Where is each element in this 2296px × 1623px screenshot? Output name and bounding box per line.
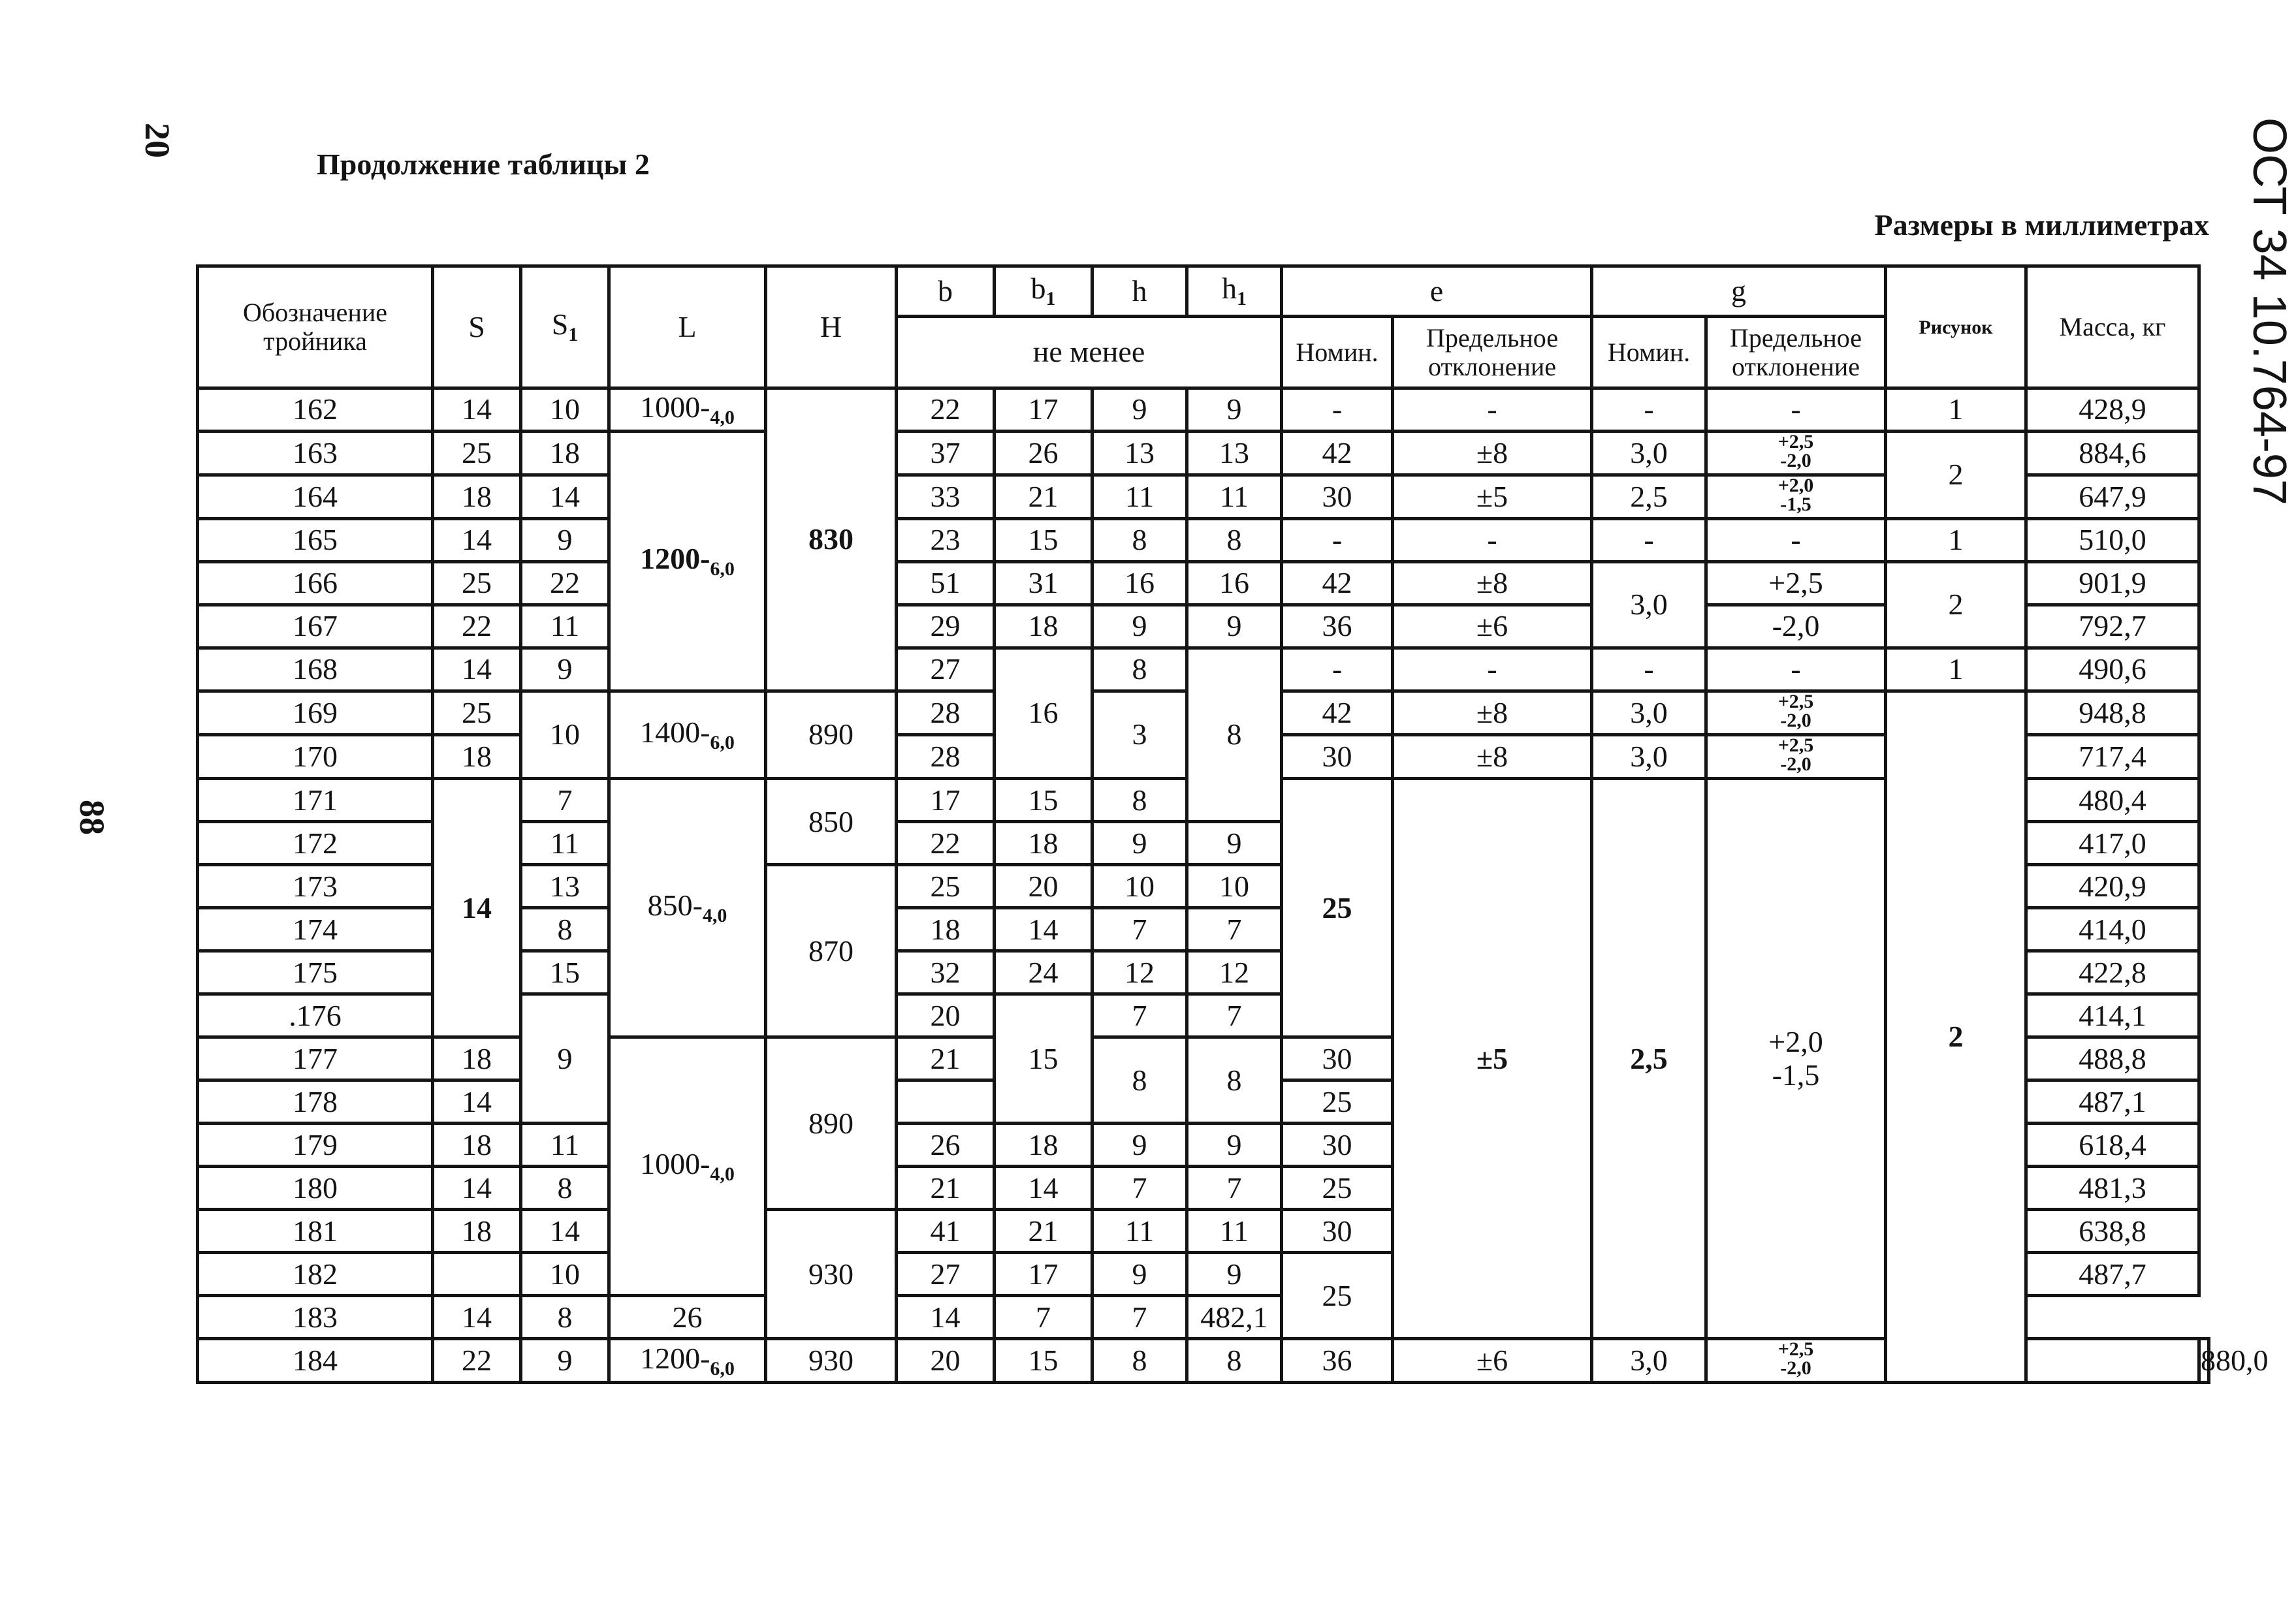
cell-g-deviation: +2,5 -2,0: [1706, 1339, 1886, 1383]
cell-h: 7: [1092, 994, 1187, 1037]
cell-s: 25: [433, 562, 521, 605]
cell-b1: 16: [995, 648, 1092, 779]
cell-b: [897, 1080, 995, 1124]
cell-h1: 8: [1187, 648, 1282, 822]
cell-b: 22: [897, 822, 995, 865]
cell-e-deviation: -: [1393, 648, 1592, 691]
cell-figure: 1: [1886, 519, 2026, 562]
cell-s1: 18: [521, 432, 609, 475]
cell-b: 20: [897, 994, 995, 1037]
cell-designation: 173: [198, 865, 433, 908]
header-mass: Масса, кг: [2026, 266, 2199, 388]
cell-designation: 168: [198, 648, 433, 691]
cell-h-height: 890: [766, 1037, 897, 1210]
cell-figure: 2: [1886, 562, 2026, 648]
cell-figure: 2: [1886, 432, 2026, 519]
header-h1: $h_1$: [1187, 266, 1282, 317]
cell-mass: 490,6: [2026, 648, 2199, 691]
cell-g-deviation: +2,5: [1706, 562, 1886, 605]
cell-s1: 15: [521, 951, 609, 994]
header-b1: $b_1$: [995, 266, 1092, 317]
cell-mass: 414,0: [2026, 908, 2199, 951]
cell-l: $1200-_{6,0}$: [609, 432, 766, 691]
cell-mass: 647,9: [2026, 475, 2199, 519]
cell-h: 13: [1092, 432, 1187, 475]
cell-e-nominal: 30: [1282, 1210, 1393, 1253]
cell-b: 21: [897, 1167, 995, 1210]
cell-g-nominal: -: [1592, 519, 1706, 562]
cell-s1: 9: [521, 519, 609, 562]
header-g: g: [1592, 266, 1886, 317]
cell-s: 18: [433, 1124, 521, 1167]
cell-h1: 7: [1092, 1296, 1187, 1339]
cell-mass: 428,9: [2026, 388, 2199, 432]
cell-b1: 15: [995, 1339, 1092, 1383]
cell-h: 9: [1092, 605, 1187, 648]
cell-b: 33: [897, 475, 995, 519]
cell-e-deviation: ±5: [1393, 779, 1592, 1339]
cell-e-nominal: 36: [1282, 605, 1393, 648]
cell-designation: 164: [198, 475, 433, 519]
cell-designation: 169: [198, 691, 433, 735]
cell-h-height: 930: [766, 1339, 897, 1383]
cell-mass: 792,7: [2026, 605, 2199, 648]
cell-b: 26: [897, 1124, 995, 1167]
page-number-top: 20: [138, 123, 177, 158]
cell-h-height: 870: [766, 865, 897, 1037]
cell-b1: 21: [995, 1210, 1092, 1253]
cell-h: 9: [1092, 822, 1187, 865]
cell-s: 14: [433, 519, 521, 562]
cell-b1: 15: [995, 779, 1092, 822]
cell-g-deviation: +2,5 -2,0: [1706, 691, 1886, 735]
cell-b1: 14: [995, 908, 1092, 951]
cell-s1: 13: [521, 865, 609, 908]
cell-h: 8: [1092, 1037, 1187, 1124]
cell-g-deviation: +2,0 -1,5: [1706, 779, 1886, 1339]
cell-h1: 9: [1187, 388, 1282, 432]
cell-s: 18: [433, 1210, 521, 1253]
table-row: [198, 519, 2209, 562]
cell-h1: 10: [1187, 865, 1282, 908]
cell-h-height: 930: [766, 1210, 897, 1339]
cell-b: 26: [609, 1296, 766, 1339]
page-number-side: 88: [72, 800, 112, 835]
cell-h: 9: [1092, 1253, 1187, 1296]
cell-g-nominal: 3,0: [1592, 432, 1706, 475]
cell-mass: 414,1: [2026, 994, 2199, 1037]
table-row: [198, 432, 2209, 475]
cell-e-nominal: 42: [1282, 562, 1393, 605]
table-row: [198, 562, 2209, 605]
cell-e-deviation: ±6: [1393, 605, 1592, 648]
cell-l: $1000-_{4,0}$: [609, 1037, 766, 1296]
header-figure: Рисунок: [1886, 266, 2026, 388]
cell-h: 11: [1092, 475, 1187, 519]
cell-h: 7: [1092, 1167, 1187, 1210]
cell-h: 9: [1092, 388, 1187, 432]
cell-h: 10: [1092, 865, 1187, 908]
cell-mass: 417,0: [2026, 822, 2199, 865]
cell-s1: 22: [521, 562, 609, 605]
cell-h1: 12: [1187, 951, 1282, 994]
cell-h: 12: [1092, 951, 1187, 994]
cell-s1: 8: [521, 1296, 609, 1339]
cell-b1: 20: [995, 865, 1092, 908]
cell-h1: 8: [1187, 1339, 1282, 1383]
cell-mass: 948,8: [2026, 691, 2199, 735]
cell-h1: 7: [1187, 994, 1282, 1037]
cell-h1: 9: [1187, 1253, 1282, 1296]
cell-designation: 171: [198, 779, 433, 822]
cell-e-nominal: -: [1282, 648, 1393, 691]
table-row: [198, 388, 2209, 432]
header-e-nominal: Номин.: [1282, 317, 1393, 388]
cell-designation: 166: [198, 562, 433, 605]
cell-b: 21: [897, 1037, 995, 1080]
cell-g-nominal: 3,0: [1592, 691, 1706, 735]
cell-e-nominal: 25: [1282, 1080, 1393, 1124]
cell-g-deviation: -: [1706, 388, 1886, 432]
cell-b1: 18: [995, 1124, 1092, 1167]
cell-b1: 26: [995, 432, 1092, 475]
cell-figure: 2: [1886, 691, 2026, 1383]
cell-s1: 9: [521, 648, 609, 691]
cell-mass: 422,8: [2026, 951, 2199, 994]
cell-b: 51: [897, 562, 995, 605]
cell-e-deviation: ±8: [1393, 691, 1592, 735]
cell-h1: 7: [1187, 908, 1282, 951]
cell-b: 23: [897, 519, 995, 562]
cell-e-deviation: ±8: [1393, 432, 1592, 475]
cell-b: 28: [897, 691, 995, 735]
cell-e-nominal: 42: [1282, 432, 1393, 475]
cell-designation: 167: [198, 605, 433, 648]
cell-b: 37: [897, 432, 995, 475]
cell-s: 25: [433, 691, 521, 735]
cell-b1: 21: [995, 475, 1092, 519]
cell-h: 9: [1092, 1124, 1187, 1167]
cell-g-deviation: -: [1706, 648, 1886, 691]
cell-b: 17: [897, 779, 995, 822]
cell-designation: 172: [198, 822, 433, 865]
cell-b1: 15: [995, 519, 1092, 562]
cell-b1: 17: [995, 388, 1092, 432]
cell-h1: 7: [1187, 1167, 1282, 1210]
cell-h1: 9: [1187, 1124, 1282, 1167]
cell-b1: 14: [897, 1296, 995, 1339]
cell-g-nominal: 3,0: [1592, 735, 1706, 779]
header-e-deviation: Предельное отклонение: [1393, 317, 1592, 388]
header-h: h: [1092, 266, 1187, 317]
cell-mass: 901,9: [2026, 562, 2199, 605]
cell-figure: 1: [1886, 648, 2026, 691]
cell-s: 18: [433, 475, 521, 519]
cell-b1: 18: [995, 822, 1092, 865]
cell-mass: 488,8: [2026, 1037, 2199, 1080]
cell-e-nominal: 30: [1282, 1037, 1393, 1080]
cell-mass: 618,4: [2026, 1124, 2199, 1167]
cell-b1: 14: [995, 1167, 1092, 1210]
cell-e-nominal: 30: [1282, 475, 1393, 519]
cell-s: [433, 1253, 521, 1296]
cell-designation: 178: [198, 1080, 433, 1124]
cell-designation: 179: [198, 1124, 433, 1167]
cell-e-deviation: -: [1393, 388, 1592, 432]
cell-b: 41: [897, 1210, 995, 1253]
cell-g-deviation: -: [1706, 519, 1886, 562]
cell-b: 32: [897, 951, 995, 994]
cell-s1: 11: [521, 605, 609, 648]
cell-s: 14: [433, 648, 521, 691]
cell-designation: 165: [198, 519, 433, 562]
cell-s1: 9: [521, 994, 609, 1124]
cell-h: 11: [1092, 1210, 1187, 1253]
cell-e-nominal: 25: [1282, 1253, 1393, 1339]
cell-mass: 638,8: [2026, 1210, 2199, 1253]
cell-g-deviation: -2,0: [1706, 605, 1886, 648]
cell-h: 7: [1092, 908, 1187, 951]
header-s1: $S_1$: [521, 266, 609, 388]
cell-b1: 31: [995, 562, 1092, 605]
cell-g-deviation: +2,5 -2,0: [1706, 735, 1886, 779]
cell-s: 14: [433, 1080, 521, 1124]
cell-b1: 17: [995, 1253, 1092, 1296]
cell-h-height: 890: [766, 691, 897, 779]
cell-l: $1200-_{6,0}$: [609, 1339, 766, 1383]
cell-h: 16: [1092, 562, 1187, 605]
cell-g-nominal: 2,5: [1592, 475, 1706, 519]
cell-e-deviation: -: [1393, 519, 1592, 562]
cell-s: 18: [433, 1037, 521, 1080]
cell-mass: 487,1: [2026, 1080, 2199, 1124]
cell-h1: 9: [1187, 822, 1282, 865]
cell-h1: 16: [1187, 562, 1282, 605]
cell-mass: 884,6: [2026, 432, 2199, 475]
cell-b1: 15: [995, 994, 1092, 1124]
cell-figure: [2026, 1339, 2199, 1383]
cell-g-nominal: 2,5: [1592, 779, 1706, 1339]
cell-h: 7: [995, 1296, 1092, 1339]
cell-s: 14: [433, 388, 521, 432]
cell-e-nominal: -: [1282, 519, 1393, 562]
cell-s1: 10: [521, 691, 609, 779]
cell-l: $1400-_{6,0}$: [609, 691, 766, 779]
cell-s: 25: [433, 432, 521, 475]
cell-mass: 487,7: [2026, 1253, 2199, 1296]
cell-e-nominal: 30: [1282, 1124, 1393, 1167]
cell-g-nominal: 3,0: [1592, 1339, 1706, 1383]
cell-h: 8: [1092, 519, 1187, 562]
cell-b1: 24: [995, 951, 1092, 994]
header-l: L: [609, 266, 766, 388]
cell-designation: 184: [198, 1339, 433, 1383]
cell-g-deviation: +2,5 -2,0: [1706, 432, 1886, 475]
cell-s: 22: [433, 605, 521, 648]
table-title: Продолжение таблицы 2: [317, 148, 650, 181]
cell-l: $850-_{4,0}$: [609, 779, 766, 1037]
header-e: e: [1282, 266, 1592, 317]
cell-e-nominal: 42: [1282, 691, 1393, 735]
cell-s1: 14: [521, 475, 609, 519]
cell-designation: 162: [198, 388, 433, 432]
cell-s1: 8: [521, 908, 609, 951]
header-s: S: [433, 266, 521, 388]
cell-b: 18: [897, 908, 995, 951]
cell-s1: 11: [521, 822, 609, 865]
units-note: Размеры в миллиметрах: [1874, 208, 2209, 242]
header-b: b: [897, 266, 995, 317]
cell-s1: 14: [521, 1210, 609, 1253]
cell-s1: 9: [521, 1339, 609, 1383]
cell-h1: 13: [1187, 432, 1282, 475]
cell-mass: 482,1: [1187, 1296, 1282, 1339]
cell-b1: 18: [995, 605, 1092, 648]
cell-e-deviation: ±8: [1393, 562, 1592, 605]
cell-b: 29: [897, 605, 995, 648]
cell-b: 27: [897, 1253, 995, 1296]
cell-s1: 8: [521, 1167, 609, 1210]
cell-h1: 9: [1187, 605, 1282, 648]
cell-designation: 174: [198, 908, 433, 951]
cell-mass: 510,0: [2026, 519, 2199, 562]
cell-s1: 10: [521, 1253, 609, 1296]
cell-h1: 8: [1187, 519, 1282, 562]
cell-g-deviation: +2,0 -1,5: [1706, 475, 1886, 519]
header-g-deviation: Предельное отклонение: [1706, 317, 1886, 388]
cell-s: 14: [433, 1296, 521, 1339]
cell-designation: 180: [198, 1167, 433, 1210]
cell-designation: 183: [198, 1296, 433, 1339]
cell-g-nominal: -: [1592, 388, 1706, 432]
cell-b: 28: [897, 735, 995, 779]
cell-g-nominal: -: [1592, 648, 1706, 691]
cell-designation: 170: [198, 735, 433, 779]
cell-g-nominal: 3,0: [1592, 562, 1706, 648]
cell-mass: 880,0: [2199, 1339, 2209, 1383]
cell-e-nominal: 25: [1282, 779, 1393, 1037]
cell-designation: 182: [198, 1253, 433, 1296]
cell-figure: 1: [1886, 388, 2026, 432]
cell-b: 22: [897, 388, 995, 432]
cell-e-deviation: ±6: [1393, 1339, 1592, 1383]
cell-s1: 11: [521, 1124, 609, 1167]
cell-h1: 11: [1187, 1210, 1282, 1253]
cell-b: 20: [897, 1339, 995, 1383]
document-code: ОСТ 34 10.764-97: [2243, 118, 2295, 505]
cell-designation: 175: [198, 951, 433, 994]
cell-mass: 481,3: [2026, 1167, 2199, 1210]
cell-b: 27: [897, 648, 995, 691]
cell-h: 8: [1092, 648, 1187, 691]
cell-designation: 177: [198, 1037, 433, 1080]
cell-e-deviation: ±5: [1393, 475, 1592, 519]
header-designation: Обозначение тройника: [198, 266, 433, 388]
header-h-height: H: [766, 266, 897, 388]
cell-s: 18: [433, 735, 521, 779]
cell-h: 3: [1092, 691, 1187, 779]
cell-h: 8: [1092, 779, 1187, 822]
cell-h: 8: [1092, 1339, 1187, 1383]
cell-s: 14: [433, 1167, 521, 1210]
cell-h-height: 830: [766, 388, 897, 691]
cell-s: 14: [433, 779, 521, 1037]
cell-mass: 480,4: [2026, 779, 2199, 822]
cell-s1: 10: [521, 388, 609, 432]
cell-e-nominal: 36: [1282, 1339, 1393, 1383]
table-row: [198, 648, 2209, 691]
cell-s: 22: [433, 1339, 521, 1383]
header-not-less: не менее: [897, 317, 1282, 388]
cell-l: $1000-_{4,0}$: [609, 388, 766, 432]
header-g-nominal: Номин.: [1592, 317, 1706, 388]
cell-h1: 8: [1187, 1037, 1282, 1124]
tee-dimensions-table: [196, 264, 2269, 1384]
cell-designation: .176: [198, 994, 433, 1037]
cell-mass: 420,9: [2026, 865, 2199, 908]
cell-h-height: 850: [766, 779, 897, 865]
cell-designation: 163: [198, 432, 433, 475]
cell-s1: 7: [521, 779, 609, 822]
cell-mass: 717,4: [2026, 735, 2199, 779]
cell-designation: 181: [198, 1210, 433, 1253]
cell-e-nominal: 30: [1282, 735, 1393, 779]
cell-e-nominal: -: [1282, 388, 1393, 432]
cell-h1: 11: [1187, 475, 1282, 519]
cell-e-deviation: ±8: [1393, 735, 1592, 779]
cell-e-nominal: 25: [1282, 1167, 1393, 1210]
cell-b: 25: [897, 865, 995, 908]
